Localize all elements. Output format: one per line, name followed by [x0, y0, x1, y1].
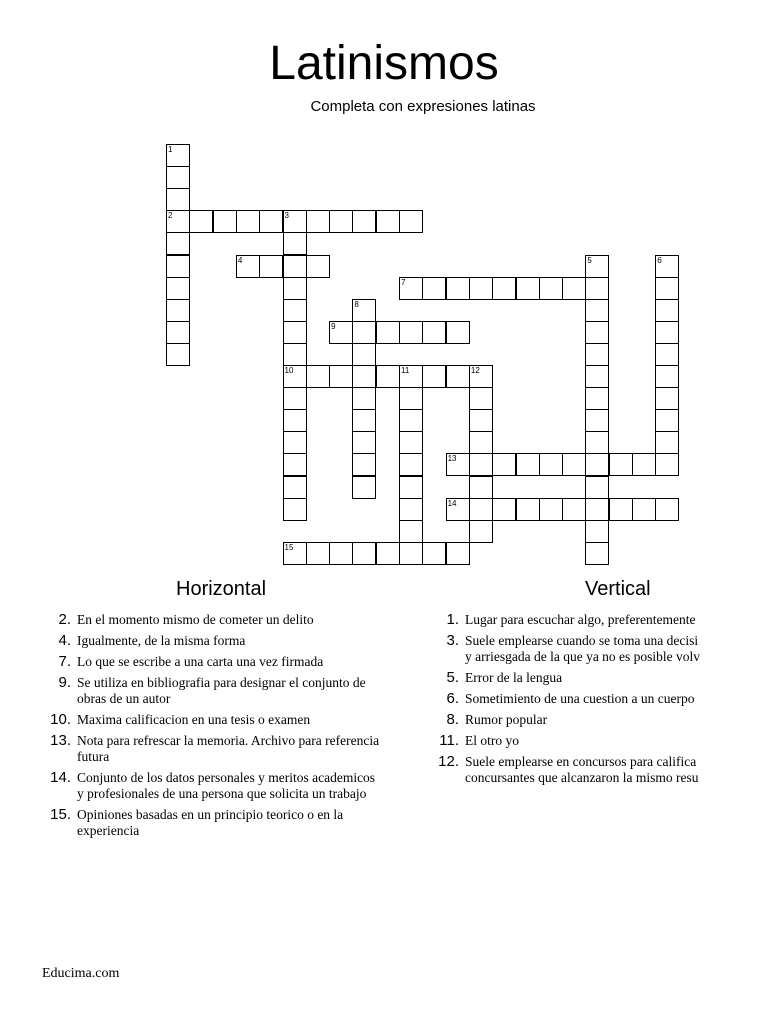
clue-item [44, 807, 414, 839]
clue-text: Conjunto de los datos personales y meritos academicos [77, 770, 376, 785]
clue-number: 1. [446, 612, 459, 628]
grid-cell[interactable] [492, 277, 516, 300]
grid-cell[interactable] [283, 498, 307, 521]
horizontal-clue-list [44, 612, 414, 844]
grid-cell[interactable] [166, 166, 190, 189]
clue-number: 14. [50, 769, 71, 786]
grid-cell[interactable] [655, 365, 679, 388]
clue-number: 9. [58, 674, 71, 691]
grid-cell[interactable] [399, 498, 423, 521]
grid-cell[interactable] [585, 542, 609, 565]
grid-cell[interactable] [585, 255, 609, 278]
grid-cell[interactable] [283, 210, 307, 233]
clue-item [432, 670, 734, 686]
grid-cell[interactable] [283, 343, 307, 366]
grid-cell[interactable] [422, 365, 446, 388]
grid-cell[interactable] [399, 431, 423, 454]
grid-cell[interactable] [283, 321, 307, 344]
grid-cell[interactable] [376, 542, 400, 565]
grid-cell[interactable] [446, 453, 470, 476]
grid-cell[interactable] [376, 365, 400, 388]
grid-cell[interactable] [166, 144, 190, 167]
grid-cell[interactable] [399, 365, 423, 388]
grid-cell[interactable] [283, 387, 307, 410]
clue-text: experiencia [77, 823, 140, 838]
clue-item [44, 733, 414, 765]
grid-cell[interactable] [585, 387, 609, 410]
grid-cell[interactable] [283, 409, 307, 432]
grid-cell[interactable] [399, 520, 423, 543]
clue-number: 8. [446, 711, 459, 728]
grid-cell[interactable] [306, 542, 330, 565]
grid-cell[interactable] [655, 255, 679, 278]
grid-cell[interactable] [352, 453, 376, 476]
grid-cell[interactable] [283, 431, 307, 454]
page-title: Latinismos [269, 37, 499, 90]
grid-cell[interactable] [283, 453, 307, 476]
grid-cell[interactable] [585, 520, 609, 543]
grid-cell[interactable] [283, 277, 307, 300]
grid-cell[interactable] [585, 498, 609, 521]
grid-cell[interactable] [655, 453, 679, 476]
grid-cell[interactable] [283, 255, 307, 278]
grid-cell[interactable] [585, 453, 609, 476]
grid-cell[interactable] [446, 542, 470, 565]
grid-cell[interactable] [376, 210, 400, 233]
clue-text: Sometimiento de una cuestion a un cuerpo [465, 691, 695, 706]
grid-cell[interactable] [352, 431, 376, 454]
grid-cell[interactable] [539, 453, 563, 476]
grid-cell-number: 8 [354, 299, 359, 309]
grid-cell[interactable] [469, 453, 493, 476]
grid-cell[interactable] [469, 498, 493, 521]
grid-cell[interactable] [166, 321, 190, 344]
grid-cell[interactable] [655, 321, 679, 344]
clue-number: 7. [58, 653, 71, 670]
grid-cell[interactable] [585, 409, 609, 432]
grid-cell[interactable] [236, 255, 260, 278]
clue-text: Nota para refrescar la memoria. Archivo para referencia [77, 733, 380, 748]
clue-number: 4. [58, 632, 71, 649]
grid-cell[interactable] [189, 210, 213, 233]
grid-cell[interactable] [376, 321, 400, 344]
grid-cell[interactable] [609, 453, 633, 476]
clue-text: Rumor popular [465, 712, 548, 727]
clue-text: Igualmente, de la misma forma [77, 633, 246, 648]
grid-cell[interactable] [585, 343, 609, 366]
grid-cell[interactable] [585, 321, 609, 344]
grid-cell[interactable] [585, 431, 609, 454]
clue-text: y arriesgada de la que ya no es posible volv [465, 649, 701, 664]
vertical-heading: Vertical [585, 578, 651, 600]
clue-item [432, 733, 734, 749]
clue-item [432, 712, 734, 728]
grid-cell-number: 10 [284, 366, 294, 375]
grid-cell[interactable] [399, 542, 423, 565]
grid-cell[interactable] [399, 277, 423, 300]
grid-cell-number: 15 [284, 542, 294, 552]
footer-credit: Educima.com [42, 966, 120, 981]
grid-cell[interactable] [166, 188, 190, 211]
grid-cell[interactable] [655, 387, 679, 410]
grid-cell-number: 5 [587, 255, 592, 265]
grid-cell[interactable] [306, 365, 330, 388]
grid-cell[interactable] [352, 299, 376, 322]
clue-item [44, 770, 414, 802]
grid-cell[interactable] [329, 365, 353, 388]
grid-cell-number: 13 [447, 454, 457, 464]
grid-cell[interactable] [562, 453, 586, 476]
grid-cell[interactable] [516, 453, 540, 476]
grid-cell[interactable] [585, 365, 609, 388]
clue-number: 10. [50, 711, 71, 728]
vertical-clue-list [432, 612, 734, 791]
grid-cell[interactable] [446, 321, 470, 344]
clue-item [44, 633, 414, 649]
grid-cell[interactable] [166, 343, 190, 366]
grid-cell[interactable] [352, 210, 376, 233]
grid-cell[interactable] [492, 453, 516, 476]
grid-cell[interactable] [399, 210, 423, 233]
grid-cell[interactable] [469, 277, 493, 300]
clue-item [44, 612, 414, 628]
grid-cell-number: 14 [447, 498, 457, 508]
grid-cell[interactable] [469, 520, 493, 543]
grid-cell[interactable] [329, 210, 353, 233]
grid-cell[interactable] [283, 232, 307, 255]
grid-cell[interactable] [539, 498, 563, 521]
grid-cell[interactable] [283, 365, 307, 388]
grid-cell[interactable] [539, 277, 563, 300]
grid-cell[interactable] [259, 210, 283, 233]
clue-text: futura [77, 749, 110, 764]
grid-cell[interactable] [446, 365, 470, 388]
grid-cell-number: 1 [168, 145, 173, 154]
grid-cell[interactable] [562, 277, 586, 300]
grid-cell[interactable] [469, 409, 493, 432]
grid-cell[interactable] [306, 210, 330, 233]
clue-text: El otro yo [465, 733, 519, 748]
grid-cell[interactable] [516, 498, 540, 521]
grid-cell-number: 7 [401, 277, 406, 287]
clue-text: Se utiliza en bibliografia para designar el conjunto de [77, 675, 366, 690]
clue-text: En el momento mismo de cometer un delito [77, 612, 314, 627]
grid-cell[interactable] [306, 255, 330, 278]
grid-cell-number: 4 [237, 255, 243, 265]
grid-cell[interactable] [655, 277, 679, 300]
grid-cell[interactable] [213, 210, 237, 233]
grid-cell[interactable] [516, 277, 540, 300]
clue-number: 13. [50, 732, 71, 749]
grid-cell[interactable] [422, 277, 446, 300]
grid-cell[interactable] [352, 476, 376, 499]
grid-cell[interactable] [655, 498, 679, 521]
grid-cell[interactable] [632, 453, 656, 476]
clue-number: 11. [439, 732, 459, 749]
clue-number: 15. [50, 806, 71, 823]
grid-cell[interactable] [166, 255, 190, 278]
grid-cell[interactable] [399, 476, 423, 499]
grid-cell[interactable] [655, 431, 679, 454]
clue-text: Suele emplearse en concursos para califica [465, 754, 697, 769]
grid-cell[interactable] [446, 498, 470, 521]
clue-text: Lo que se escribe a una carta una vez firmada [77, 654, 324, 669]
grid-cell-number: 11 [401, 366, 410, 375]
clue-item [432, 691, 734, 707]
grid-cell[interactable] [399, 453, 423, 476]
grid-cell[interactable] [352, 542, 376, 565]
grid-cell[interactable] [283, 476, 307, 499]
grid-cell[interactable] [236, 210, 260, 233]
clue-item [44, 675, 414, 707]
grid-cell[interactable] [585, 299, 609, 322]
grid-cell[interactable] [655, 299, 679, 322]
grid-cell[interactable] [585, 476, 609, 499]
grid-cell[interactable] [655, 409, 679, 432]
grid-cell[interactable] [352, 409, 376, 432]
grid-cell-number: 6 [657, 255, 662, 265]
grid-cell[interactable] [609, 498, 633, 521]
grid-cell-number: 2 [168, 211, 173, 221]
grid-cell[interactable] [399, 321, 423, 344]
grid-cell[interactable] [166, 210, 190, 233]
grid-cell[interactable] [329, 542, 353, 565]
grid-cell[interactable] [469, 431, 493, 454]
clue-item [432, 612, 734, 628]
clue-text: obras de un autor [77, 691, 171, 706]
clue-number: 2. [58, 611, 71, 628]
grid-cell[interactable] [259, 255, 283, 278]
clue-item [432, 633, 734, 665]
clue-number: 5. [446, 669, 459, 686]
grid-cell[interactable] [655, 343, 679, 366]
grid-cell[interactable] [352, 343, 376, 366]
grid-cell[interactable] [352, 321, 376, 344]
grid-cell[interactable] [446, 277, 470, 300]
grid-cell[interactable] [399, 387, 423, 410]
page-subtitle: Completa con expresiones latinas [310, 98, 536, 115]
grid-cell[interactable] [422, 542, 446, 565]
grid-cell[interactable] [329, 321, 353, 344]
grid-cell[interactable] [422, 321, 446, 344]
grid-cell[interactable] [352, 387, 376, 410]
clue-text: Opiniones basadas en un principio teorico o en la [77, 807, 344, 822]
grid-cell[interactable] [352, 365, 376, 388]
clue-text: Lugar para escuchar algo, preferentemente [465, 612, 696, 627]
clue-item [44, 654, 414, 670]
grid-cell[interactable] [632, 498, 656, 521]
clue-item [44, 712, 414, 728]
clue-number: 12. [438, 753, 459, 770]
grid-cell-number: 9 [331, 321, 336, 331]
grid-cell[interactable] [283, 299, 307, 322]
clue-number: 3. [446, 632, 459, 649]
grid-cell[interactable] [585, 277, 609, 300]
clue-text: Error de la lengua [465, 670, 563, 685]
grid-cell-number: 12 [470, 366, 480, 375]
grid-cell[interactable] [492, 498, 516, 521]
grid-cell[interactable] [166, 277, 190, 300]
clue-item [432, 754, 734, 786]
grid-cell[interactable] [469, 365, 493, 388]
clue-text: Maxima calificacion en una tesis o examen [77, 712, 311, 727]
grid-cell-number: 3 [284, 211, 289, 221]
grid-cell[interactable] [166, 299, 190, 322]
clue-text: concursantes que alcanzaron la mismo resu [465, 770, 699, 785]
clue-text: y profesionales de una persona que solicita un trabajo [77, 786, 367, 801]
grid-cell[interactable] [562, 498, 586, 521]
clue-text: Suele emplearse cuando se toma una decisi [465, 633, 699, 648]
grid-cell[interactable] [469, 476, 493, 499]
grid-cell[interactable] [399, 409, 423, 432]
horizontal-heading: Horizontal [176, 578, 267, 600]
grid-cell[interactable] [166, 232, 190, 255]
clue-number: 6. [446, 690, 459, 707]
grid-cell[interactable] [283, 542, 307, 565]
grid-cell[interactable] [469, 387, 493, 410]
